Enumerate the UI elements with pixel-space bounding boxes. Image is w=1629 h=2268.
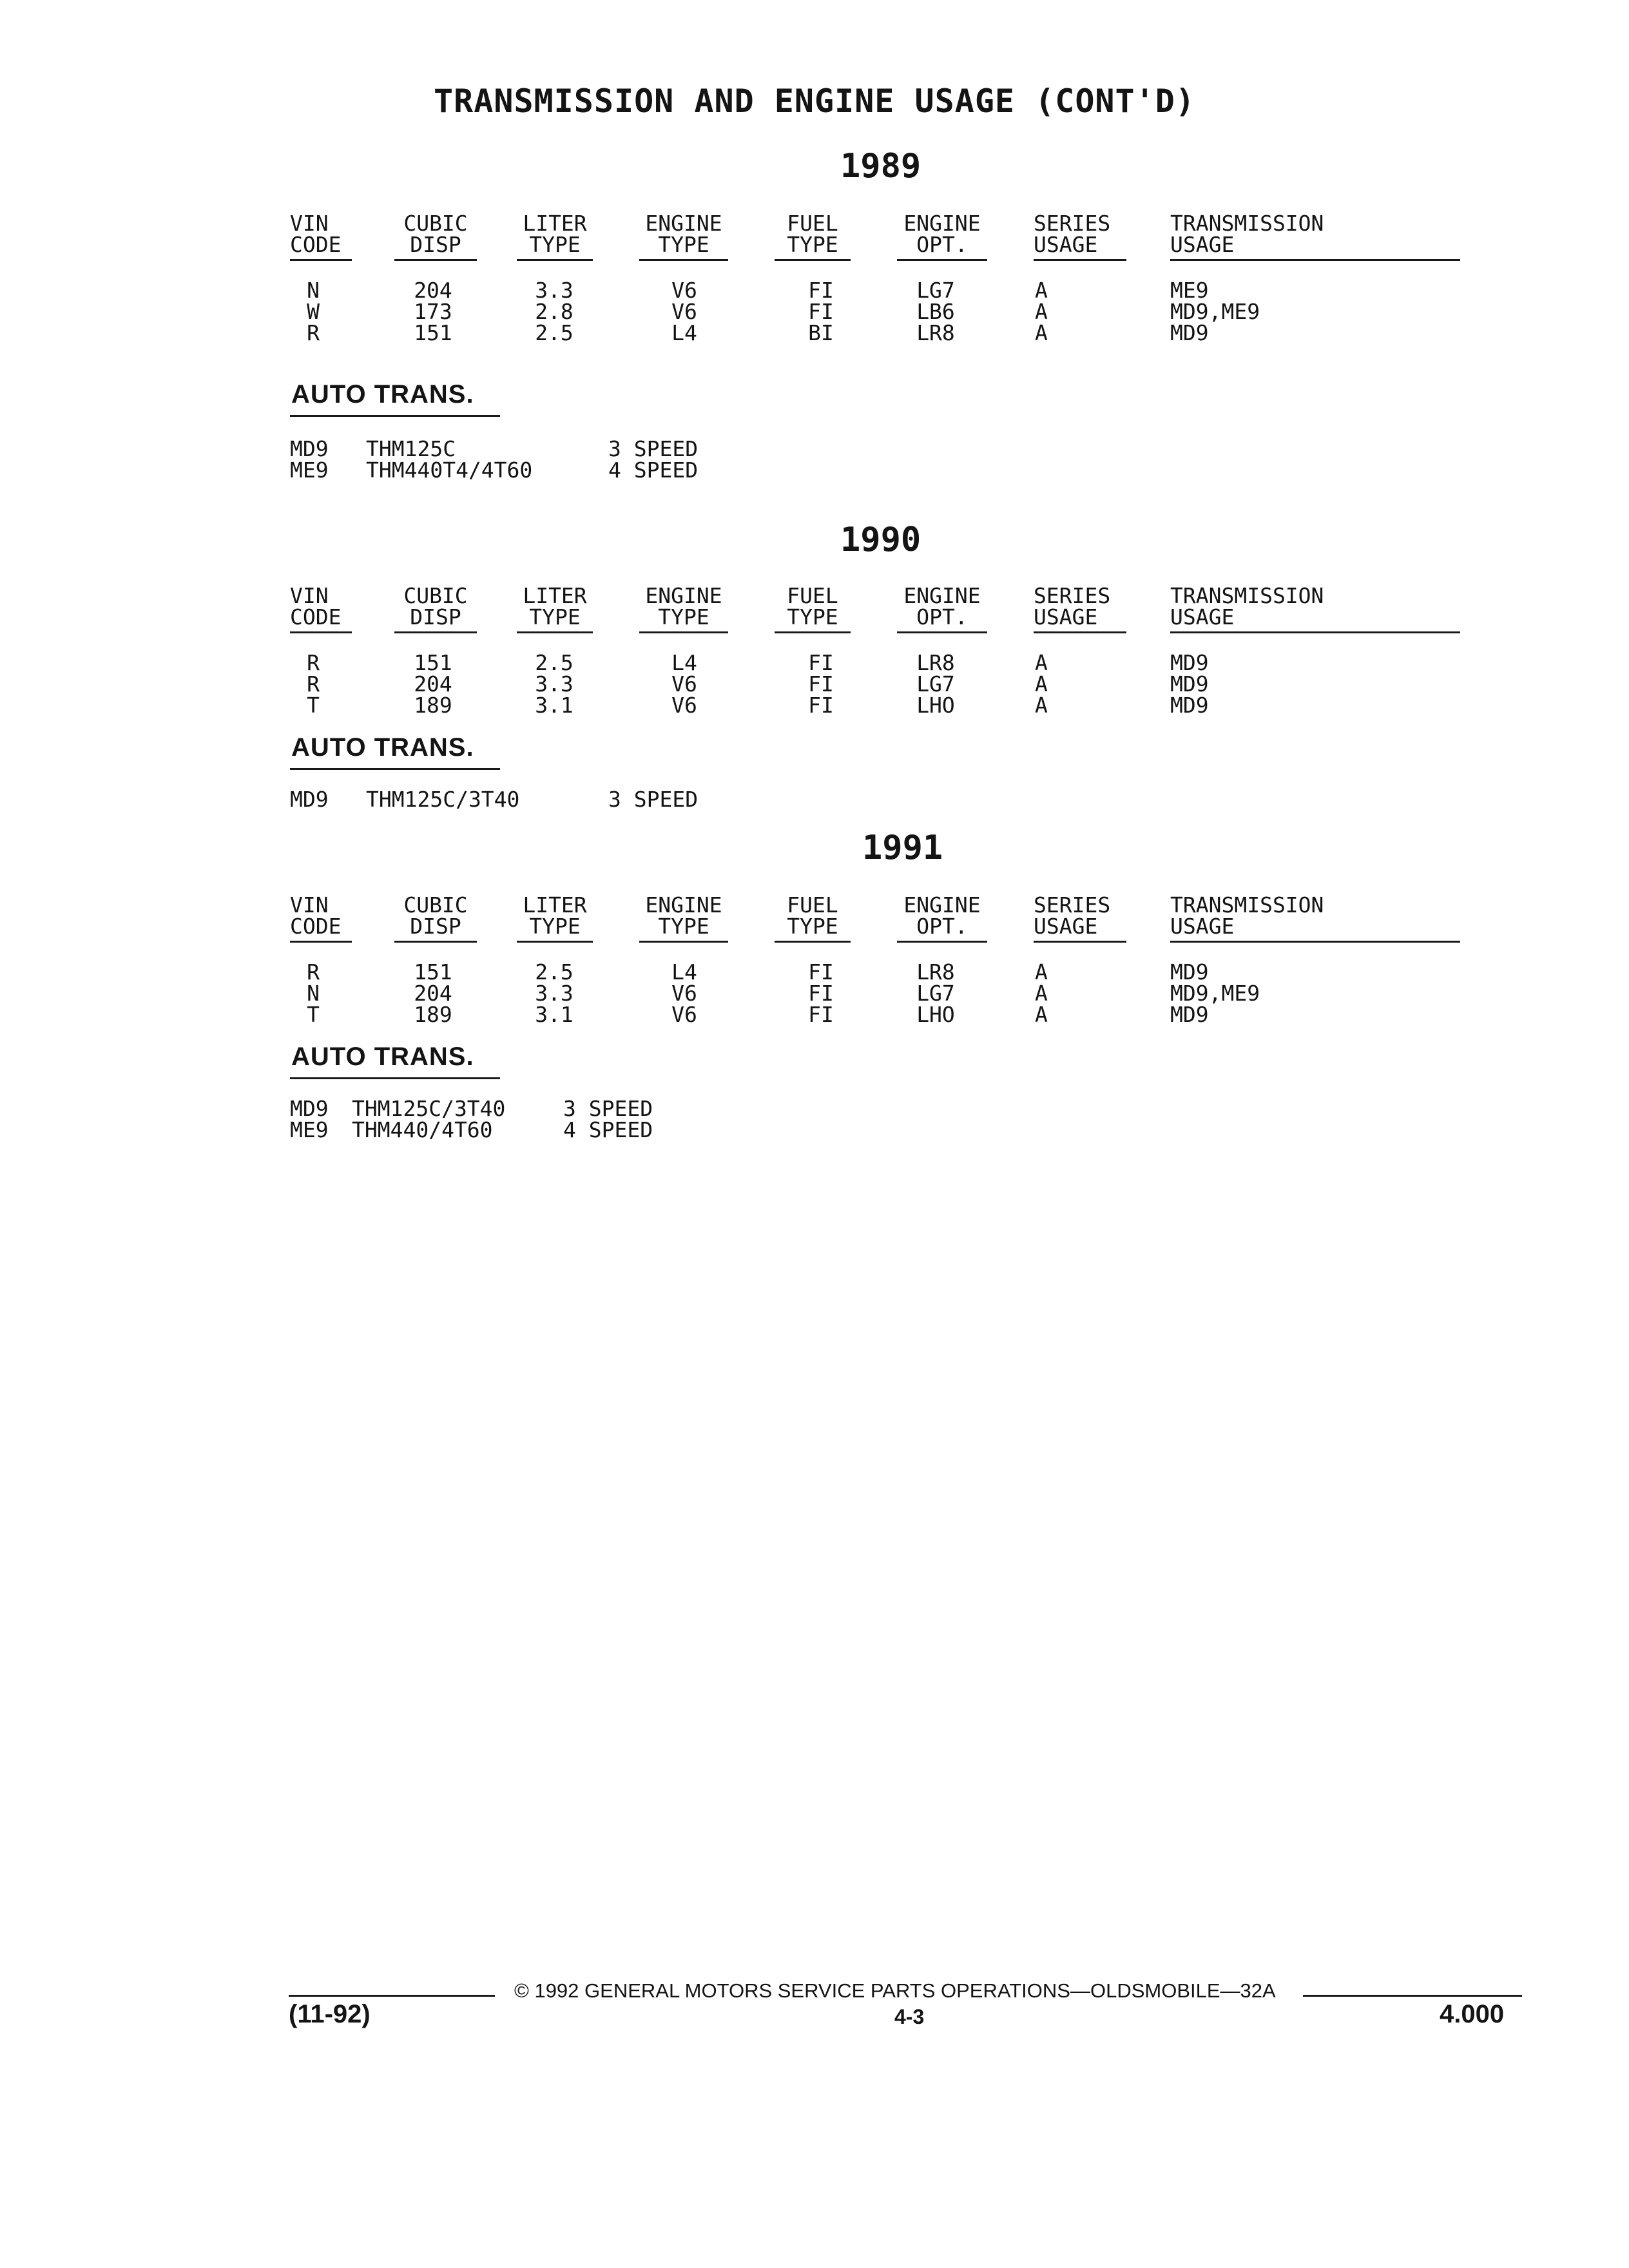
trans-entry: THM440/4T60 bbox=[352, 1117, 493, 1142]
table-cell: MD9,ME9 bbox=[1170, 981, 1260, 1006]
column-header: CODE bbox=[290, 232, 342, 257]
table-cell: MD9 bbox=[1170, 650, 1209, 675]
table-cell: 2.5 bbox=[535, 320, 574, 345]
table-cell: A bbox=[1035, 320, 1048, 345]
header-underline bbox=[897, 631, 987, 633]
column-header: TRANSMISSION bbox=[1170, 211, 1324, 236]
page-title: TRANSMISSION AND ENGINE USAGE (CONT'D) bbox=[434, 82, 1195, 120]
table-cell: 204 bbox=[414, 981, 452, 1006]
header-underline bbox=[639, 941, 728, 943]
table-cell: LB6 bbox=[916, 299, 955, 324]
table-cell: FI bbox=[808, 671, 834, 697]
column-header: LITER bbox=[523, 892, 587, 918]
header-underline bbox=[775, 631, 851, 633]
column-header: ENGINE bbox=[903, 583, 981, 608]
table-cell: 151 bbox=[414, 320, 452, 345]
table-cell: MD9 bbox=[1170, 320, 1209, 345]
table-cell: A bbox=[1035, 959, 1048, 985]
table-cell: L4 bbox=[671, 650, 697, 675]
column-header: SERIES bbox=[1034, 892, 1111, 918]
table-cell: LR8 bbox=[916, 959, 955, 985]
column-header: TRANSMISSION bbox=[1170, 583, 1324, 608]
header-underline bbox=[394, 631, 477, 633]
auto-trans-heading: AUTO TRANS. bbox=[291, 380, 474, 408]
table-cell: LHO bbox=[916, 693, 955, 718]
trans-entry: MD9 bbox=[290, 436, 329, 461]
table-cell: FI bbox=[808, 1002, 834, 1027]
trans-entry: THM440T4/4T60 bbox=[366, 457, 533, 483]
table-cell: 2.5 bbox=[535, 650, 574, 675]
column-header: SERIES bbox=[1034, 211, 1111, 236]
trans-entry: 3 SPEED bbox=[608, 787, 699, 812]
table-cell: 189 bbox=[414, 693, 452, 718]
table-cell: V6 bbox=[671, 1002, 697, 1027]
table-cell: V6 bbox=[671, 299, 697, 324]
header-underline bbox=[639, 259, 728, 261]
table-cell: 3.3 bbox=[535, 278, 574, 303]
table-cell: MD9 bbox=[1170, 693, 1209, 718]
column-header: TYPE bbox=[787, 914, 838, 939]
auto-trans-heading: AUTO TRANS. bbox=[291, 733, 474, 762]
column-header: USAGE bbox=[1034, 914, 1098, 939]
table-cell: V6 bbox=[671, 671, 697, 697]
table-cell: R bbox=[307, 959, 320, 985]
table-cell: A bbox=[1035, 278, 1048, 303]
table-cell: L4 bbox=[671, 320, 697, 345]
column-header: FUEL bbox=[787, 211, 838, 236]
table-cell: MD9,ME9 bbox=[1170, 299, 1260, 324]
table-cell: FI bbox=[808, 959, 834, 985]
table-cell: T bbox=[307, 1002, 320, 1027]
column-header: OPT. bbox=[916, 232, 968, 257]
header-underline bbox=[775, 259, 851, 261]
column-header: CUBIC bbox=[403, 583, 468, 608]
footer-section-number: 4.000 bbox=[1440, 2000, 1505, 2028]
table-cell: 2.8 bbox=[535, 299, 574, 324]
auto-trans-heading: AUTO TRANS. bbox=[291, 1043, 474, 1071]
table-cell: R bbox=[307, 671, 320, 697]
column-header: TYPE bbox=[658, 604, 709, 629]
header-underline bbox=[1034, 941, 1126, 943]
column-header: TRANSMISSION bbox=[1170, 892, 1324, 918]
table-cell: LR8 bbox=[916, 320, 955, 345]
footer-rule-left bbox=[289, 1995, 495, 1997]
header-underline bbox=[639, 631, 728, 633]
table-cell: 204 bbox=[414, 278, 452, 303]
column-header: VIN bbox=[290, 892, 329, 918]
footer-copyright: © 1992 GENERAL MOTORS SERVICE PARTS OPERATIONS—OLDSMOBILE—32A bbox=[514, 1979, 1276, 2002]
column-header: TYPE bbox=[787, 232, 838, 257]
column-header: VIN bbox=[290, 583, 329, 608]
table-cell: R bbox=[307, 650, 320, 675]
table-cell: W bbox=[307, 299, 320, 324]
header-underline bbox=[290, 941, 352, 943]
table-cell: V6 bbox=[671, 693, 697, 718]
trans-entry: MD9 bbox=[290, 787, 329, 812]
column-header: USAGE bbox=[1170, 604, 1235, 629]
header-underline bbox=[1170, 259, 1460, 261]
column-header: TYPE bbox=[658, 232, 709, 257]
header-underline bbox=[1170, 941, 1460, 943]
header-underline bbox=[290, 259, 352, 261]
table-cell: LR8 bbox=[916, 650, 955, 675]
auto-trans-underline bbox=[290, 415, 500, 417]
column-header: USAGE bbox=[1034, 604, 1098, 629]
table-cell: LHO bbox=[916, 1002, 955, 1027]
column-header: VIN bbox=[290, 211, 329, 236]
section-year: 1991 bbox=[862, 829, 943, 867]
header-underline bbox=[394, 941, 477, 943]
trans-entry: THM125C/3T40 bbox=[352, 1096, 506, 1121]
table-cell: 3.1 bbox=[535, 1002, 574, 1027]
column-header: SERIES bbox=[1034, 583, 1111, 608]
column-header: DISP bbox=[410, 232, 461, 257]
table-cell: 189 bbox=[414, 1002, 452, 1027]
column-header: DISP bbox=[410, 914, 461, 939]
header-underline bbox=[517, 259, 593, 261]
table-cell: 151 bbox=[414, 650, 452, 675]
table-cell: FI bbox=[808, 693, 834, 718]
footer-page-number: 4-3 bbox=[894, 2005, 925, 2028]
column-header: LITER bbox=[523, 211, 587, 236]
table-cell: V6 bbox=[671, 981, 697, 1006]
header-underline bbox=[1170, 631, 1460, 633]
column-header: USAGE bbox=[1170, 914, 1235, 939]
header-underline bbox=[1034, 259, 1126, 261]
header-underline bbox=[517, 631, 593, 633]
column-header: CODE bbox=[290, 604, 342, 629]
column-header: USAGE bbox=[1034, 232, 1098, 257]
table-cell: MD9 bbox=[1170, 959, 1209, 985]
table-cell: A bbox=[1035, 1002, 1048, 1027]
table-cell: A bbox=[1035, 299, 1048, 324]
table-cell: 3.1 bbox=[535, 693, 574, 718]
table-cell: T bbox=[307, 693, 320, 718]
trans-entry: 3 SPEED bbox=[608, 436, 699, 461]
column-header: TYPE bbox=[658, 914, 709, 939]
column-header: TYPE bbox=[529, 232, 581, 257]
table-cell: 2.5 bbox=[535, 959, 574, 985]
column-header: ENGINE bbox=[903, 211, 981, 236]
trans-entry: THM125C bbox=[366, 436, 456, 461]
table-cell: 3.3 bbox=[535, 671, 574, 697]
table-cell: L4 bbox=[671, 959, 697, 985]
table-cell: FI bbox=[808, 981, 834, 1006]
footer-rule-right bbox=[1303, 1995, 1522, 1997]
header-underline bbox=[517, 941, 593, 943]
table-cell: V6 bbox=[671, 278, 697, 303]
column-header: CUBIC bbox=[403, 211, 468, 236]
table-cell: 151 bbox=[414, 959, 452, 985]
trans-entry: MD9 bbox=[290, 1096, 329, 1121]
table-cell: A bbox=[1035, 981, 1048, 1006]
column-header: ENGINE bbox=[645, 583, 722, 608]
column-header: OPT. bbox=[916, 604, 968, 629]
column-header: FUEL bbox=[787, 583, 838, 608]
column-header: TYPE bbox=[787, 604, 838, 629]
table-cell: LG7 bbox=[916, 278, 955, 303]
table-cell: R bbox=[307, 320, 320, 345]
table-cell: 204 bbox=[414, 671, 452, 697]
column-header: USAGE bbox=[1170, 232, 1235, 257]
column-header: ENGINE bbox=[645, 892, 722, 918]
header-underline bbox=[290, 631, 352, 633]
header-underline bbox=[1034, 631, 1126, 633]
header-underline bbox=[775, 941, 851, 943]
auto-trans-underline bbox=[290, 768, 500, 770]
column-header: OPT. bbox=[916, 914, 968, 939]
header-underline bbox=[897, 941, 987, 943]
column-header: DISP bbox=[410, 604, 461, 629]
table-cell: ME9 bbox=[1170, 278, 1209, 303]
auto-trans-underline bbox=[290, 1077, 500, 1079]
column-header: TYPE bbox=[529, 604, 581, 629]
table-cell: BI bbox=[808, 320, 834, 345]
column-header: ENGINE bbox=[903, 892, 981, 918]
column-header: CODE bbox=[290, 914, 342, 939]
table-cell: N bbox=[307, 278, 320, 303]
table-cell: A bbox=[1035, 650, 1048, 675]
table-cell: MD9 bbox=[1170, 1002, 1209, 1027]
table-cell: A bbox=[1035, 693, 1048, 718]
trans-entry: 4 SPEED bbox=[563, 1117, 653, 1142]
section-year: 1990 bbox=[840, 521, 921, 559]
table-cell: FI bbox=[808, 278, 834, 303]
table-cell: 173 bbox=[414, 299, 452, 324]
table-cell: FI bbox=[808, 299, 834, 324]
table-cell: MD9 bbox=[1170, 671, 1209, 697]
table-cell: 3.3 bbox=[535, 981, 574, 1006]
header-underline bbox=[897, 259, 987, 261]
table-cell: A bbox=[1035, 671, 1048, 697]
footer-date-code: (11-92) bbox=[289, 2000, 371, 2028]
trans-entry: 3 SPEED bbox=[563, 1096, 653, 1121]
column-header: ENGINE bbox=[645, 211, 722, 236]
table-cell: N bbox=[307, 981, 320, 1006]
table-cell: LG7 bbox=[916, 981, 955, 1006]
section-year: 1989 bbox=[840, 147, 921, 186]
header-underline bbox=[394, 259, 477, 261]
table-cell: FI bbox=[808, 650, 834, 675]
column-header: LITER bbox=[523, 583, 587, 608]
column-header: CUBIC bbox=[403, 892, 468, 918]
trans-entry: ME9 bbox=[290, 457, 329, 483]
trans-entry: THM125C/3T40 bbox=[366, 787, 520, 812]
trans-entry: ME9 bbox=[290, 1117, 329, 1142]
column-header: TYPE bbox=[529, 914, 581, 939]
table-cell: LG7 bbox=[916, 671, 955, 697]
column-header: FUEL bbox=[787, 892, 838, 918]
trans-entry: 4 SPEED bbox=[608, 457, 699, 483]
